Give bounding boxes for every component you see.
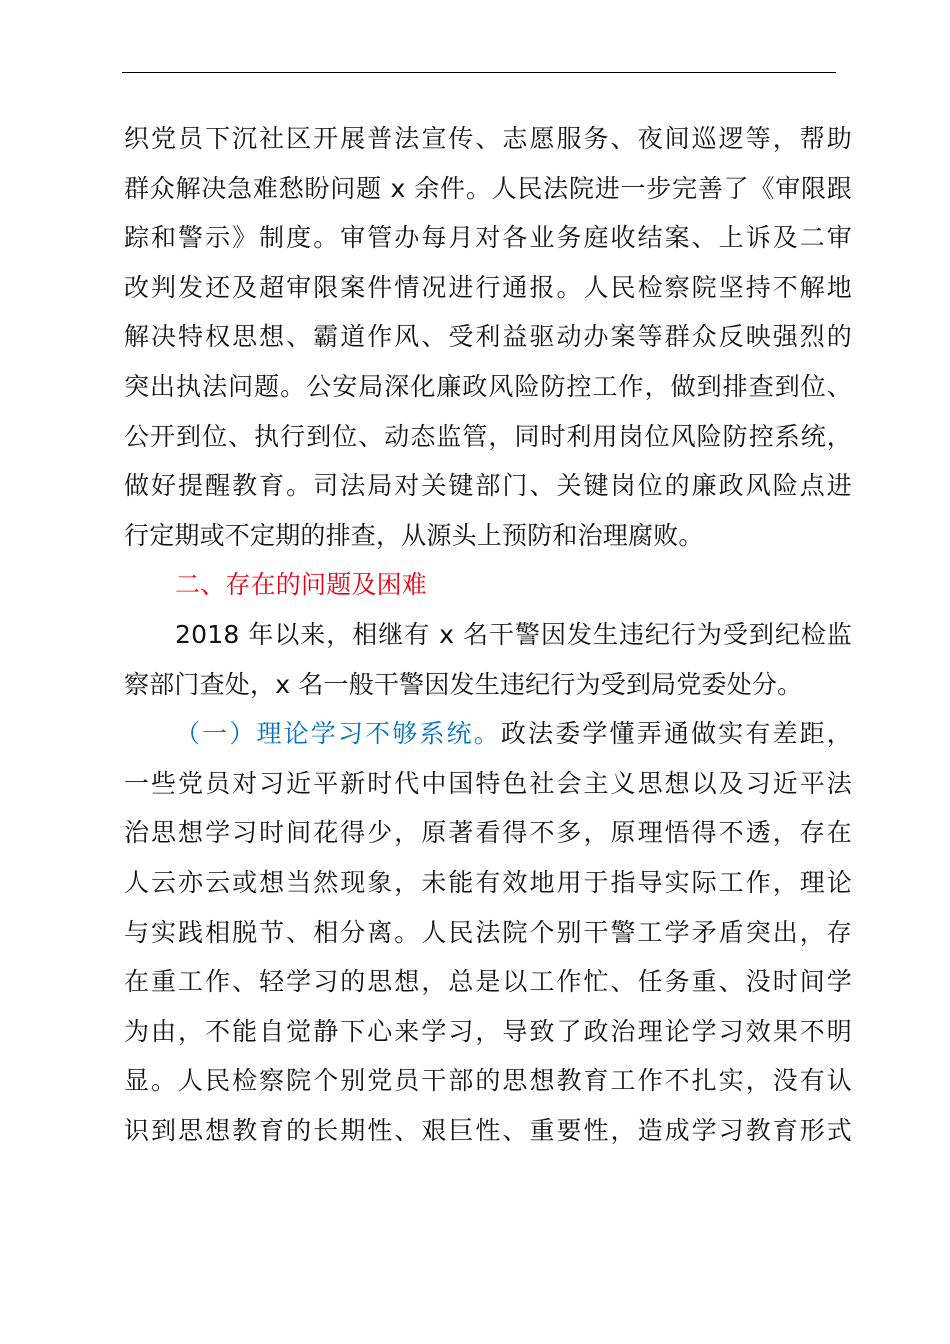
paragraph-line: 改判发还及超审限案件情况进行通报。人民检察院坚持不解地 [124, 272, 852, 302]
paragraph-line: 解决特权思想、霸道作风、受利益驱动办案等群众反映强烈的 [124, 322, 852, 352]
paragraph-line: 为由，不能自觉静下心来学习，导致了政治理论学习效果不明 [124, 1016, 852, 1046]
paragraph-line: 一些党员对习近平新时代中国特色社会主义思想以及习近平法 [124, 768, 852, 798]
subheading-rest: 政法委学懂弄通做实有差距， [500, 719, 852, 749]
paragraph-line: 行定期或不定期的排查，从源头上预防和治理腐败。 [124, 520, 704, 550]
paragraph-line: 识到思想教育的长期性、艰巨性、重要性，造成学习教育形式 [124, 1115, 852, 1145]
header-rule [122, 72, 836, 73]
section-heading: 二、存在的问题及困难 [175, 570, 428, 600]
paragraph-line: 2018 年以来，相继有 x 名干警因发生违纪行为受到纪检监 [175, 619, 852, 649]
paragraph-line: 与实践相脱节、相分离。人民法院个别干警工学矛盾突出，存 [124, 917, 852, 947]
document-body [124, 114, 852, 1155]
paragraph-line: 人云亦云或想当然现象，未能有效地用于指导实际工作，理论 [124, 867, 852, 897]
subheading: （一）理论学习不够系统。 [175, 719, 501, 749]
paragraph-line: 织党员下沉社区开展普法宣传、志愿服务、夜间巡逻等，帮助 [124, 124, 852, 153]
paragraph-line: 踪和警示》制度。审管办每月对各业务庭收结案、上诉及二审 [124, 223, 852, 253]
paragraph-line: 群众解决急难愁盼问题 x 余件。人民法院进一步完善了《审限跟 [124, 173, 852, 203]
paragraph-line: 察部门查处，x 名一般干警因发生违纪行为受到局党委处分。 [124, 669, 803, 699]
paragraph-line: 显。人民检察院个别党员干部的思想教育工作不扎实，没有认 [124, 1066, 852, 1096]
paragraph-line: 公开到位、执行到位、动态监管，同时利用岗位风险防控系统， [124, 421, 852, 451]
paragraph-line: 治思想学习时间花得少，原著看得不多，原理悟得不透，存在 [124, 818, 852, 848]
paragraph-line: 做好提醒教育。司法局对关键部门、关键岗位的廉政风险点进 [124, 471, 852, 501]
subheading-line [124, 709, 852, 759]
paragraph-line: 突出执法问题。公安局深化廉政风险防控工作，做到排查到位、 [124, 371, 852, 401]
paragraph-line: 在重工作、轻学习的思想，总是以工作忙、任务重、没时间学 [124, 967, 852, 997]
